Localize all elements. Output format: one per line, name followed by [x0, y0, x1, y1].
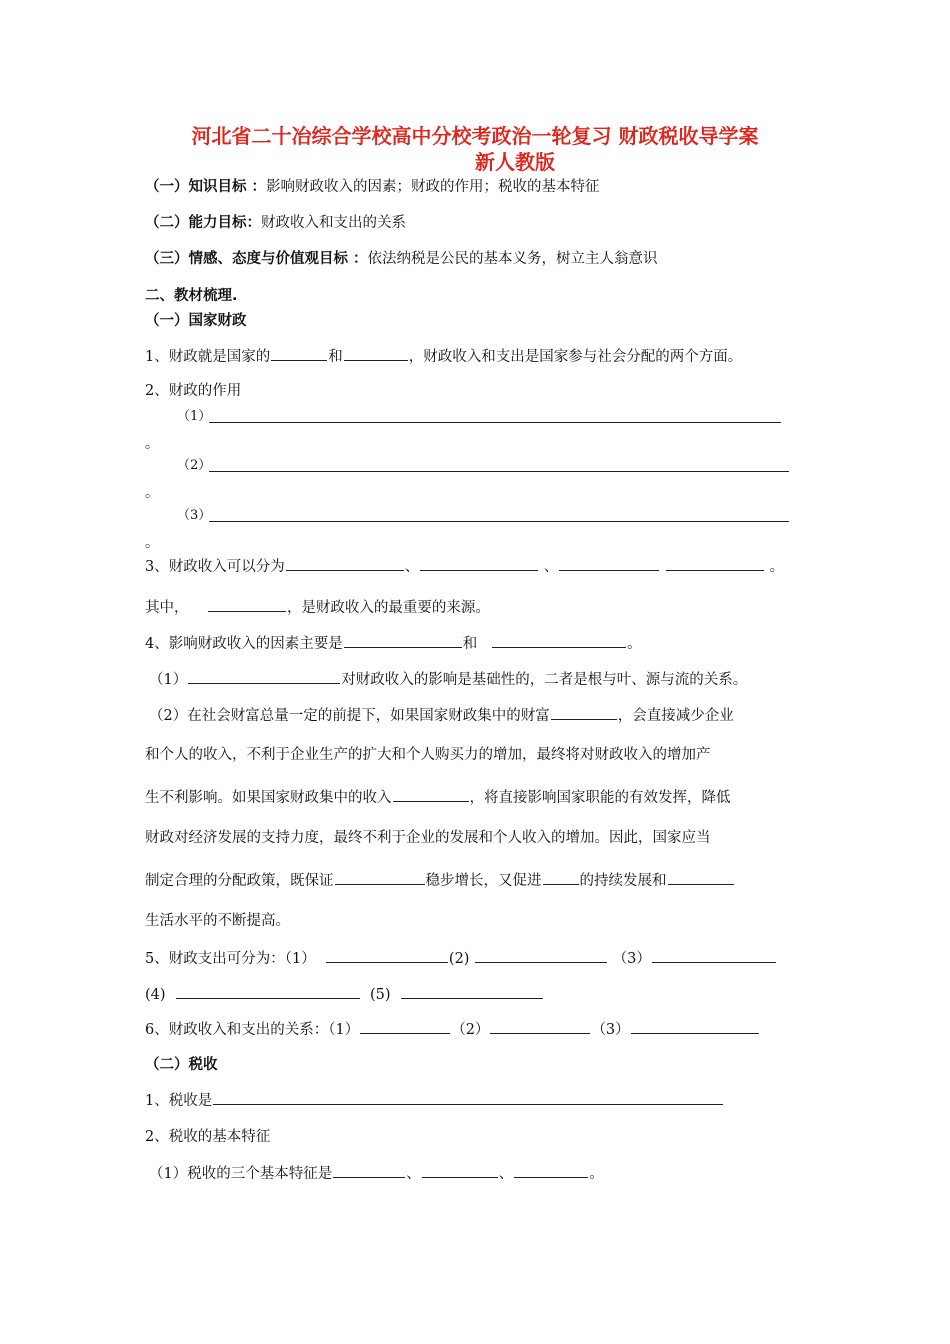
question-text: 对财政收入的影响是基础性的，二者是根与叶、源与流的关系。: [341, 672, 748, 688]
answer-blank[interactable]: [559, 556, 659, 571]
question-2-title: 2、财政的作用: [145, 383, 242, 399]
answer-blank[interactable]: [422, 1163, 498, 1178]
question-text: 5、财政支出可分为：（1）: [145, 951, 316, 967]
answer-blank[interactable]: [326, 948, 448, 963]
answer-blank[interactable]: [475, 948, 607, 963]
objective-ability: [145, 213, 406, 233]
answer-blank[interactable]: [490, 1019, 590, 1034]
question-3: [145, 556, 784, 577]
question-text: 和: [328, 349, 343, 365]
question-4-2-line6: 生活水平的不断提高。: [145, 913, 290, 929]
answer-line[interactable]: [209, 521, 789, 522]
answer-blank[interactable]: [420, 556, 538, 571]
document-title-line2: 新人教版: [475, 150, 555, 174]
question-4-1: [149, 669, 747, 690]
section-heading: 二、教材梳理.: [145, 288, 238, 304]
question-text: （1）: [149, 672, 188, 688]
objective-text: 财政收入和支出的关系: [261, 215, 406, 231]
question-text: 稳步增长，又促进: [425, 873, 542, 889]
part1-heading: （一）国家财政: [145, 313, 247, 329]
question-4-2-line5: [145, 870, 735, 891]
question-4-2-line2: 和个人的收入，不利于企业生产的扩大和个人购买力的增加，最终将对财政收入的增加产: [145, 747, 711, 763]
question-text: （3）: [591, 1022, 630, 1038]
answer-blank[interactable]: [176, 984, 360, 999]
question-text: 、: [543, 559, 559, 575]
question-4-2-line3: [145, 787, 731, 808]
question-text: ，会直接减少企业: [617, 708, 734, 724]
objective-text: 影响财政收入的因素；财政的作用；税收的基本特征: [266, 179, 600, 195]
answer-blank[interactable]: [333, 1163, 405, 1178]
question-3-followup: [145, 597, 490, 618]
answer-blank[interactable]: [631, 1019, 759, 1034]
answer-blank[interactable]: [514, 1163, 588, 1178]
question-text: 其中，: [145, 600, 189, 616]
objective-knowledge: [145, 177, 600, 197]
question-1: [145, 346, 742, 367]
role-item-label: （3）: [177, 508, 212, 523]
question-text: 1、财政就是国家的: [145, 349, 271, 365]
question-text: （1）税收的三个基本特征是: [149, 1166, 333, 1182]
question-text: 1、税收是: [145, 1093, 213, 1109]
question-text: 。: [627, 636, 642, 652]
period-mark: 。: [145, 436, 159, 452]
answer-blank[interactable]: [208, 597, 286, 612]
question-text: 制定合理的分配政策，既保证: [145, 873, 334, 889]
question-text: (4): [145, 987, 166, 1003]
document-title-line1: 河北省二十冶综合学校高中分校考政治一轮复习 财政税收导学案: [191, 124, 759, 148]
part2-heading: （二）税收: [145, 1057, 218, 1073]
answer-line[interactable]: [209, 422, 781, 423]
answer-blank[interactable]: [286, 556, 404, 571]
answer-blank[interactable]: [344, 633, 462, 648]
period-mark: 。: [145, 535, 159, 551]
answer-blank[interactable]: [401, 984, 543, 999]
answer-blank[interactable]: [492, 633, 626, 648]
question-text: 6、财政收入和支出的关系：（1）: [145, 1022, 360, 1038]
question-text: 的持续发展和: [579, 873, 667, 889]
answer-blank[interactable]: [271, 346, 327, 361]
objective-label: （二）能力目标：: [145, 215, 261, 231]
period-mark: 。: [145, 485, 159, 501]
answer-blank[interactable]: [188, 669, 340, 684]
question-text: 、: [404, 559, 420, 575]
question-text: 生不利影响。如果国家财政集中的收入: [145, 790, 392, 806]
question-text: 和: [462, 636, 478, 652]
question-4: [145, 633, 642, 654]
answer-blank[interactable]: [344, 346, 408, 361]
answer-blank[interactable]: [668, 870, 734, 885]
answer-blank[interactable]: [335, 870, 425, 885]
question-text: （2）: [451, 1022, 490, 1038]
objective-attitude: [145, 249, 658, 269]
objective-text: 依法纳税是公民的基本义务，树立主人翁意识: [367, 251, 658, 267]
question-text: (2): [448, 951, 470, 967]
role-item-label: （1）: [177, 409, 212, 424]
question-text: ，将直接影响国家职能的有效发挥，降低: [469, 790, 731, 806]
answer-blank[interactable]: [543, 870, 579, 885]
answer-blank[interactable]: [652, 948, 776, 963]
question-6: [145, 1019, 760, 1040]
question-text: 3、财政收入可以分为: [145, 559, 285, 575]
tax-question-2-1: [149, 1163, 604, 1184]
question-text: （2）在社会财富总量一定的前提下，如果国家财政集中的财富: [149, 708, 550, 724]
question-5: [145, 948, 777, 969]
answer-blank[interactable]: [360, 1019, 450, 1034]
question-4-2-line4: 财政对经济发展的支持力度，最终不利于企业的发展和个人收入的增加。因此，国家应当: [145, 830, 711, 846]
question-text: ，财政收入和支出是国家参与社会分配的两个方面。: [408, 349, 743, 365]
question-5-continued: [145, 984, 544, 1005]
question-text: 。: [589, 1166, 604, 1182]
answer-blank[interactable]: [666, 556, 764, 571]
question-text: 。: [769, 559, 785, 575]
answer-line[interactable]: [209, 471, 789, 472]
question-text: 、: [498, 1166, 514, 1182]
question-text: 、: [406, 1166, 421, 1182]
question-text: ，是财政收入的最重要的来源。: [286, 600, 490, 616]
question-text: 4、影响财政收入的因素主要是: [145, 636, 343, 652]
answer-blank[interactable]: [393, 787, 469, 802]
question-4-2-line1: [149, 705, 734, 726]
role-item-label: （2）: [177, 458, 212, 473]
objective-label: （三）情感、态度与价值观目标 ：: [145, 251, 368, 267]
question-text: (5): [369, 987, 391, 1003]
answer-blank[interactable]: [551, 705, 617, 720]
answer-blank[interactable]: [213, 1090, 723, 1105]
tax-question-2: 2、税收的基本特征: [145, 1129, 271, 1145]
tax-question-1: [145, 1090, 724, 1111]
objective-label: （一）知识目标 ：: [145, 179, 267, 195]
question-text: （3）: [612, 951, 651, 967]
